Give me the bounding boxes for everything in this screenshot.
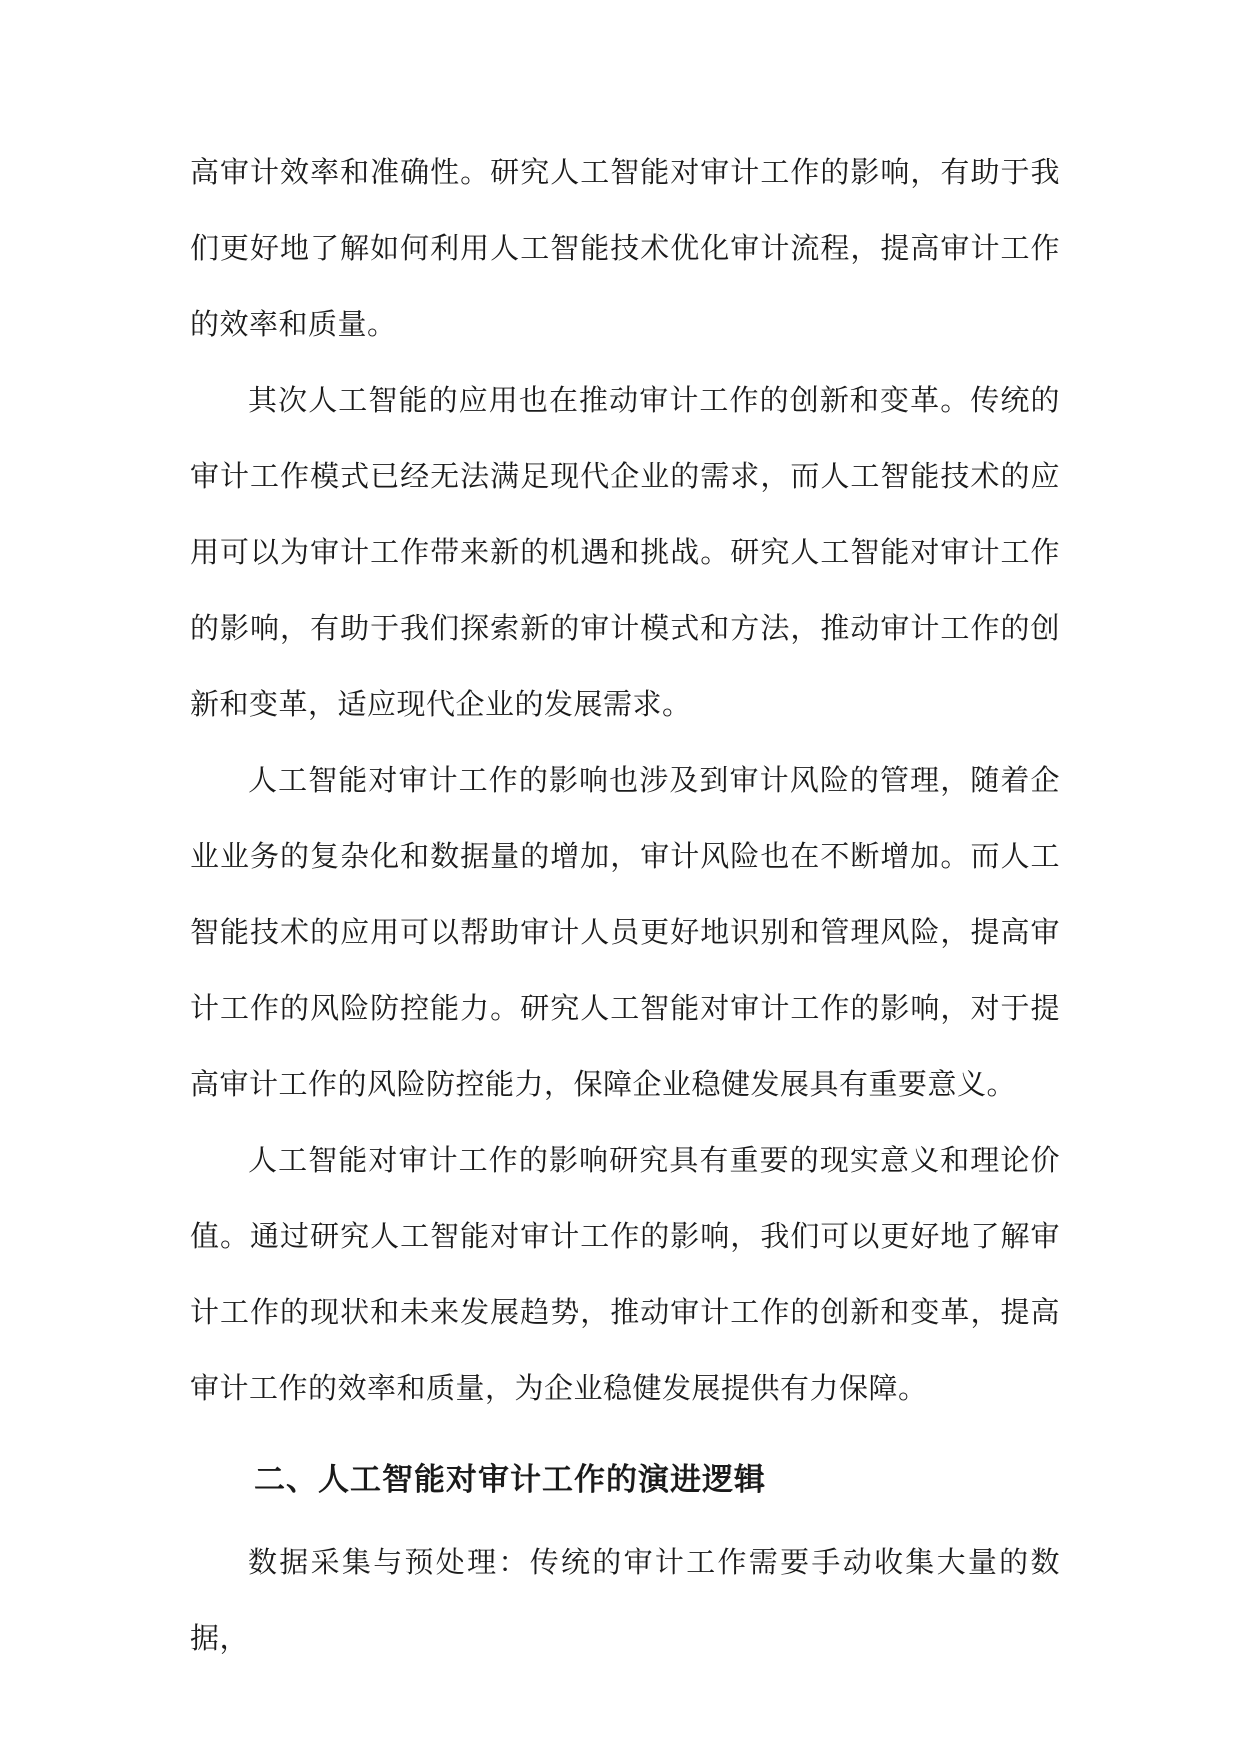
paragraph-significance: 人工智能对审计工作的影响研究具有重要的现实意义和理论价值。通过研究人工智能对审计工作的影响，我们可以更好地了解审计工作的现状和未来发展趋势，推动审计工作的创新和变革，提高审计工作的效率和质量，为企业稳健发展提供有力保障。 [190, 1143, 1060, 1405]
paragraph-risk-management: 人工智能对审计工作的影响也涉及到审计风险的管理，随着企业业务的复杂化和数据量的增加，审计风险也在不断增加。而人工智能技术的应用可以帮助审计人员更好地识别和管理风险，提高审计工作的风险防控能力。研究人工智能对审计工作的影响，对于提高审计工作的风险防控能力，保障企业稳健发展具有重要意义。 [190, 763, 1060, 1101]
paragraph-continuation: 高审计效率和准确性。研究人工智能对审计工作的影响，有助于我们更好地了解如何利用人工智能技术优化审计流程，提高审计工作的效率和质量。 [190, 155, 1060, 341]
section-heading: 二、人工智能对审计工作的演进逻辑 [254, 1462, 766, 1498]
paragraph-innovation: 其次人工智能的应用也在推动审计工作的创新和变革。传统的审计工作模式已经无法满足现代企业的需求，而人工智能技术的应用可以为审计工作带来新的机遇和挑战。研究人工智能对审计工作的影响，有助于我们探索新的审计模式和方法，推动审计工作的创新和变革，适应现代企业的发展需求。 [190, 383, 1060, 721]
document-body [190, 140, 1060, 1676]
paragraph-data-collection: 数据采集与预处理：传统的审计工作需要手动收集大量的数据， [190, 1545, 1060, 1655]
